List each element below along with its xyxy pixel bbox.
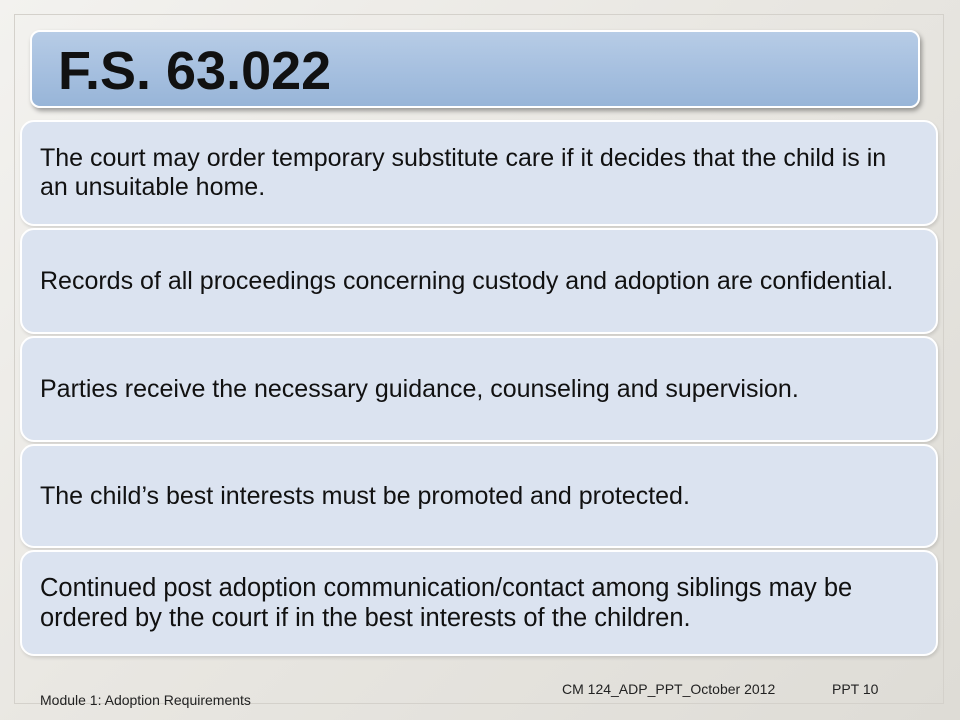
list-item-text: Parties receive the necessary guidance, counseling and supervision. bbox=[40, 374, 799, 403]
list-item-text: Records of all proceedings concerning custody and adoption are confidential. bbox=[40, 266, 894, 295]
list-item bbox=[20, 228, 938, 334]
list-item bbox=[20, 120, 938, 226]
list-item bbox=[20, 550, 938, 656]
list-item bbox=[20, 444, 938, 548]
footer-page-number: PPT 10 bbox=[832, 681, 879, 697]
list-item-text: The child’s best interests must be promoted and protected. bbox=[40, 481, 690, 510]
slide-title: F.S. 63.022 bbox=[58, 41, 332, 101]
list-item-text: The court may order temporary substitute care if it decides that the child is in an unsuitable home. bbox=[40, 144, 887, 201]
footer-module: Module 1: Adoption Requirements bbox=[40, 692, 251, 708]
list-item bbox=[20, 336, 938, 442]
footer-course: CM 124_ADP_PPT_October 2012 bbox=[562, 681, 776, 697]
list-item-text: Continued post adoption communication/contact among siblings may be ordered by the court if in the best interests of the children. bbox=[40, 574, 853, 632]
